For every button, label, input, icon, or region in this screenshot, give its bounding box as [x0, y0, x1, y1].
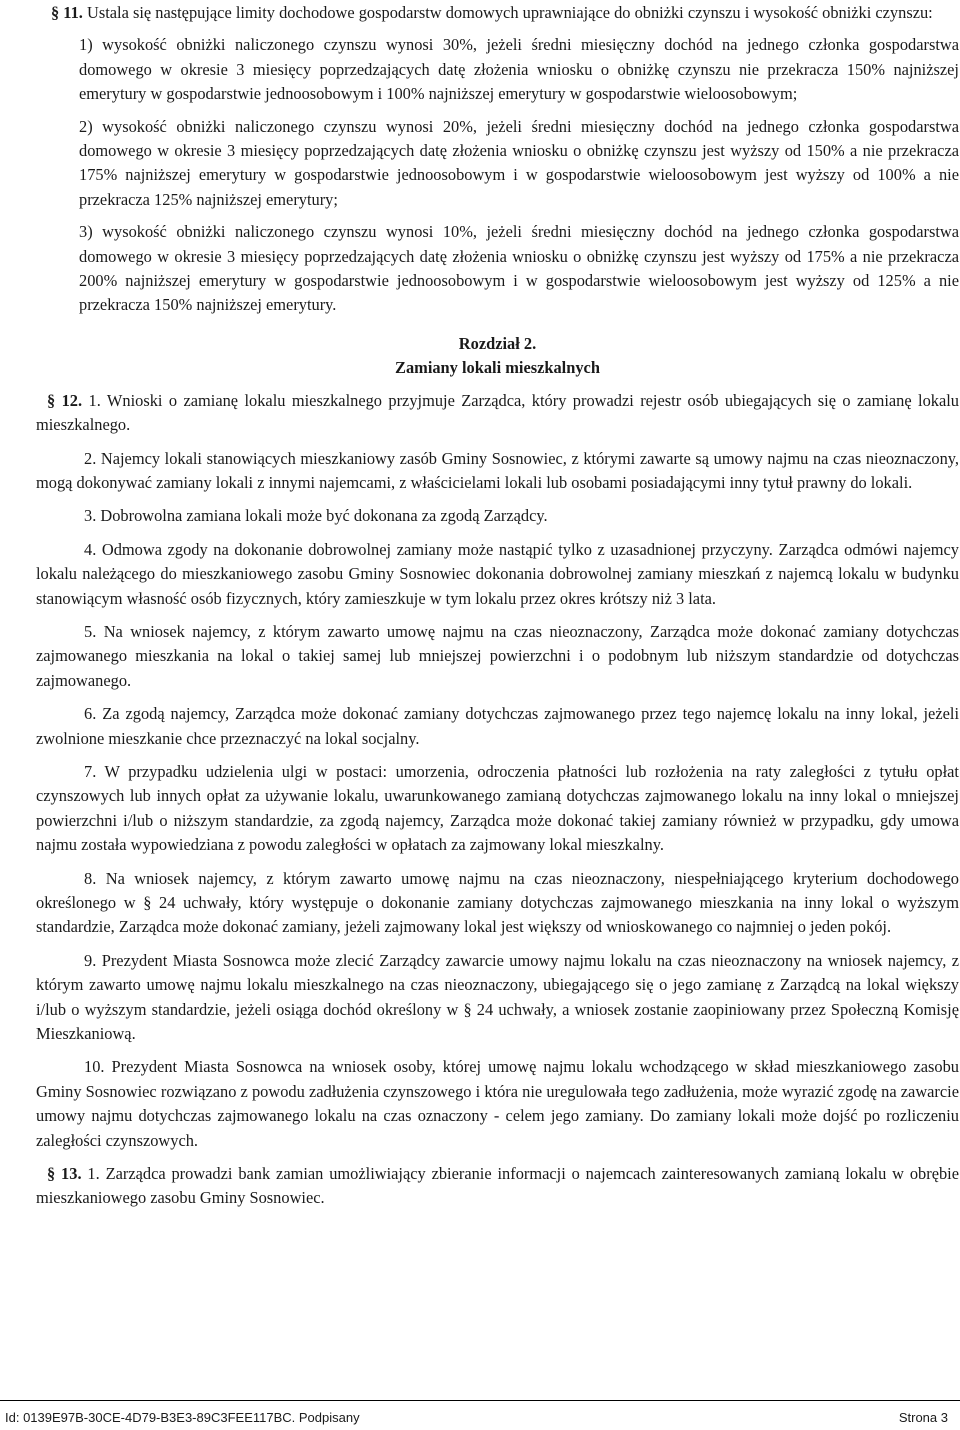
- chapter-number: Rozdział 2.: [458, 333, 537, 353]
- section-11-intro: [36, 1, 959, 25]
- list-item: 1) wysokość obniżki naliczonego czynszu wynosi 30%, jeżeli średni miesięczny dochód na jednego członka gospodarstwa domowego w okresie 3 miesięcy poprzedzających datę złożenia wniosku o obniżkę czynszu nie przekracza 150% najniższej emerytury w gospodarstwie jednoosobowym i 100% najniższej emerytury w gospodarstwie wieloosobowym;: [79, 35, 959, 104]
- section-12-paragraph-10: 10. Prezydent Miasta Sosnowca na wniosek osoby, której umowę najmu lokalu wchodzącego w skład mieszkaniowego zasobu Gminy Sosnowiec rozwiązano z powodu zadłużenia czynszowego i która nie uregulowała tego zadłużenia, może wyrazić zgodę na zawarcie umowy najmu dotychczas zajmowanego lokalu na czas oznaczony - celem jego zamiany. Do zamiany lokali może dojść po rozliczeniu zaległości czynszowych.: [36, 1057, 959, 1150]
- section-marker: § 13.: [47, 1164, 82, 1184]
- section-11: [36, 1, 959, 25]
- section-marker: § 12.: [47, 390, 83, 410]
- section-text: Ustala się następujące limity dochodowe gospodarstw domowych uprawniające do obniżki czynszu i wysokość obniżki czynszu:: [87, 3, 933, 22]
- paragraph-text: 1. Zarządca prowadzi bank zamian umożliwiający zbieranie informacji o najemcach zainteresowanych zamianą lokalu w obrębie mieszkaniowego zasobu Gminy Sosnowiec.: [36, 1164, 960, 1208]
- section-12-paragraph-6: 6. Za zgodą najemcy, Zarządca może dokonać zamiany dotychczas zajmowanego przez tego najemcę lokalu na inny lokal, jeżeli zwolnione mieszkanie chce przeznaczyć na lokal socjalny.: [36, 704, 959, 748]
- document-id: Id: 0139E97B-30CE-4D79-B3E3-89C3FEE117BC. Podpisany: [5, 1410, 360, 1425]
- section-12-paragraph-3: 3. Dobrowolna zamiana lokali może być dokonana za zgodą Zarządcy.: [84, 506, 548, 526]
- section-marker: § 11.: [51, 3, 83, 22]
- list-item: 2) wysokość obniżki naliczonego czynszu wynosi 20%, jeżeli średni miesięczny dochód na jednego członka gospodarstwa domowego w okresie 3 miesięcy poprzedzających datę złożenia wniosku o obniżkę czynszu jest wyższy od 150% a nie przekracza 175% najniższej emerytury w gospodarstwie jednoosobowym i w gospodarstwie wieloosobowym jest wyższy od 100% a nie przekracza 125% najniższej emerytury;: [79, 116, 959, 209]
- section-13-paragraph-1: [36, 1162, 959, 1211]
- section-12-paragraph-8: 8. Na wniosek najemcy, z którym zawarto umowę najmu na czas nieoznaczony, niespełniającego kryterium dochodowego określonego w § 24 uchwały, który występuje o dokonanie zamiany dotychczas zajmowanego mieszkania na inny lokal o wyższym standardzie, Zarządca może dokonać zamiany, jeżeli zajmowany lokal jest większy od wnioskowanego co najmniej o jeden pokój.: [36, 868, 959, 937]
- section-12-paragraph-5: 5. Na wniosek najemcy, z którym zawarto umowę najmu na czas nieoznaczony, Zarządca może dokonać zamiany dotychczas zajmowanego mieszkania na lokal o takiej samej lub mniejszej powierzchni i o podobnym lub niższym standardzie od dotychczas zajmowanego.: [36, 621, 959, 690]
- section-12-paragraph-4: 4. Odmowa zgody na dokonanie dobrowolnej zamiany może nastąpić tylko z uzasadnionej przyczyny. Zarządca odmówi najemcy lokalu należącego do mieszkaniowego zasobu Gminy Sosnowiec dokonania dobrowolnej zamiany mieszkań z najemcą lokalu w budynku stanowiącym własność osób fizycznych, który zamieszkuje w tym lokalu przez okres krótszy niż 3 lata.: [36, 539, 959, 608]
- document-page: [36, 1, 959, 1211]
- section-12-paragraph-1: [36, 389, 959, 438]
- page-footer: [0, 1400, 960, 1424]
- section-12-paragraph-9: 9. Prezydent Miasta Sosnowca może zlecić Zarządcy zawarcie umowy najmu lokalu na czas nieoznaczony na wniosek najemcy, z którym zawarto umowę najmu lokalu mieszkalnego na czas nieoznaczony, ubiegającego się o jego zamianę z Zarządcą na lokal większy i/lub o wyższym standardzie, jeżeli osiąga dochód określony w § 24 uchwały, a wniosek zostanie zaopiniowany przez Społeczną Komisję Mieszkaniową.: [36, 950, 959, 1044]
- list-item: 3) wysokość obniżki naliczonego czynszu wynosi 10%, jeżeli średni miesięczny dochód na jednego członka gospodarstwa domowego w okresie 3 miesięcy poprzedzających datę złożenia wniosku o obniżkę czynszu jest wyższy od 175% a nie przekracza 200% najniższej emerytury w gospodarstwie jednoosobowym i w gospodarstwie wieloosobowym jest wyższy od 125% a nie przekracza 150% najniższej emerytury.: [79, 222, 959, 315]
- chapter-title: Zamiany lokali mieszkalnych: [395, 358, 600, 378]
- paragraph-text: 1. Wnioski o zamianę lokalu mieszkalnego przyjmuje Zarządca, który prowadzi rejestr osób ubiegających się o zamianę lokalu mieszkalnego.: [36, 390, 959, 435]
- section-12-paragraph-2: 2. Najemcy lokali stanowiących mieszkaniowy zasób Gminy Sosnowiec, z którymi zawarte są umowy najmu na czas nieoznaczony, mogą dokonywać zamiany lokali z innymi najemcami, z właścicielami lokali lub osobami posiadającymi inny tytuł prawny do lokali.: [36, 448, 959, 492]
- section-12-paragraph-7: 7. W przypadku udzielenia ulgi w postaci: umorzenia, odroczenia płatności lub rozłożenia na raty zaległości z tytułu opłat czynszowych lub innych opłat za używanie lokalu, uwarunkowanego zamianą dotychczas zajmowanego lokalu na inny lokal o mniejszej powierzchni i/lub o niższym standardzie, za zgodą najemcy, Zarządca może dokonać takiej zamiany również w przypadku, gdy umowa najmu została wypowiedziana z powodu zaległości w opłatach za zajmowany lokal mieszkalny.: [36, 761, 959, 855]
- page-number: Strona 3: [898, 1410, 948, 1425]
